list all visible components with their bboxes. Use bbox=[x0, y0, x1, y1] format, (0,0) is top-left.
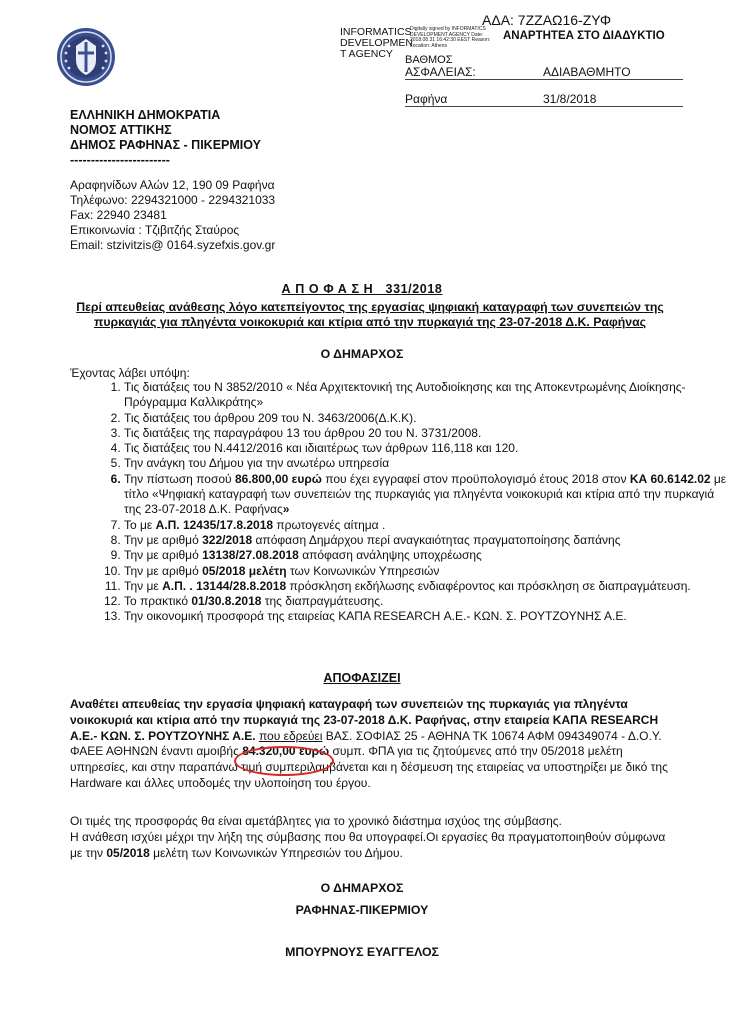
contact-phone: Τηλέφωνο: 2294321000 - 2294321033 bbox=[70, 193, 276, 207]
signature-municipality: ΡΑΦΗΝΑΣ-ΠΙΚΕΡΜΙΟΥ bbox=[295, 903, 429, 917]
place-date-row bbox=[405, 80, 683, 107]
list-item: 4. Τις διατάξεις του Ν.4412/2016 και ιδιαιτέρως των άρθρων 116,118 και 120. bbox=[124, 441, 729, 456]
list-item: 1. Τις διατάξεις του Ν 3852/2010 « Νέα Αρχιτεκτονική της Αυτοδιοίκησης και της Αποκεντρωμένης Διοίκησης- Πρόγραμμα Καλλικράτης» bbox=[124, 380, 729, 411]
issuer-separator: ------------------------ bbox=[70, 153, 170, 167]
list-item: 8. Την με αριθμό 322/2018 απόφαση Δημάρχου περί αναγκαιότητας πραγματοποίησης δαπάνης bbox=[124, 533, 729, 548]
signature-name: ΜΠΟΥΡΝΟΥΣ ΕΥΑΓΓΕΛΟΣ bbox=[285, 945, 439, 959]
list-item: 11. Την με Α.Π. . 13144/28.8.2018 πρόσκληση εκδήλωσης ενδιαφέροντος και πρόσκληση σε διαπραγμάτευση. bbox=[124, 579, 729, 594]
amount-highlight-oval bbox=[234, 746, 334, 776]
contact-fax: Fax: 22940 23481 bbox=[70, 208, 167, 222]
ada-code: ΑΔΑ: 7ΖΖΑΩ16-ΖΥΦ bbox=[482, 12, 612, 28]
issuer-line-3: ΔΗΜΟΣ ΡΑΦΗΝΑΣ - ΠΙΚΕΡΜΙΟΥ bbox=[70, 138, 261, 152]
contact-block bbox=[70, 178, 275, 253]
list-item: 6. Την πίστωση ποσού 86.800,00 ευρώ που έχει εγγραφεί στον προϋπολογισμό έτους 2018 στον ΚΑ 60.6142.02 με τίτλο «Ψηφιακή καταγραφή των συνεπειών της πυρκαγιάς για πληγέντα νοικοκυριά και κτίρια από την πυρκαγιά της 23-07-2018 Δ.Κ. Ραφήνας» bbox=[124, 472, 729, 518]
list-item: 5. Την ανάγκη του Δήμου για την ανωτέρω υπηρεσία bbox=[124, 456, 729, 471]
digital-signer-name: INFORMATICS DEVELOPMEN T AGENCY bbox=[340, 26, 413, 60]
issuer-block bbox=[70, 108, 261, 168]
considerations-intro: Έχοντας λάβει υπόψη: bbox=[70, 366, 190, 380]
date: 31/8/2018 bbox=[543, 92, 597, 106]
security-row bbox=[405, 55, 683, 80]
place: Ραφήνα bbox=[405, 92, 448, 106]
security-table bbox=[405, 55, 683, 107]
posting-notice: ΑΝΑΡΤΗΤΕΑ ΣΤΟ ΔΙΑΔΥΚΤΙΟ bbox=[503, 30, 665, 42]
signature-title: Ο ΔΗΜΑΡΧΟΣ bbox=[320, 881, 404, 895]
digital-signature-details: Digitally signed by INFORMATICS DEVELOPMENT AGENCY Date: 2018.08.31 16:42:30 EEST Reason: Location: Athens bbox=[410, 26, 491, 49]
list-item: 9. Την με αριθμό 13138/27.08.2018 απόφαση ανάληψης υποχρέωσης bbox=[124, 548, 729, 563]
issuer-line-2: ΝΟΜΟΣ ΑΤΤΙΚΗΣ bbox=[70, 123, 172, 137]
validity-line-1: Οι τιμές της προσφοράς θα είναι αμετάβλητες για το χρονικό διάστημα ισχύος της σύμβασης. bbox=[70, 814, 562, 828]
list-item: 7. Το με Α.Π. 12435/17.8.2018 πρωτογενές αίτημα . bbox=[124, 518, 729, 533]
decides-heading: ΑΠΟΦΑΣΙΖΕΙ bbox=[323, 671, 401, 685]
contact-person: Επικοινωνία : Τζιβιτζής Σταύρος bbox=[70, 223, 240, 237]
validity-line-2: Η ανάθεση ισχύει μέχρι την λήξη της σύμβασης που θα υπογραφεί.Οι εργασίες θα πραγματοποιηθούν σύμφωνα με την 05/2018 μελέτη των Κοινωνικών Υπηρεσιών του Δήμου. bbox=[70, 829, 666, 860]
security-grade-label: ΒΑΘΜΟΣ bbox=[405, 54, 453, 66]
security-value: ΑΔΙΑΒΑΘΜΗΤΟ bbox=[543, 65, 631, 79]
contract-amount: 84.320,00 ευρώ bbox=[242, 744, 330, 759]
decision-title: Α Π Ο Φ Α Σ Η 331/2018 bbox=[281, 282, 443, 296]
list-item: 10. Την με αριθμό 05/2018 μελέτη των Κοινωνικών Υπηρεσιών bbox=[124, 564, 729, 579]
considerations-list bbox=[70, 380, 729, 625]
decision-body: Αναθέτει απευθείας την εργασία ψηφιακή καταγραφή των συνεπειών της πυρκαγιάς για πληγέντα νοικοκυριά και κτίρια από την πυρκαγιά της 23-07-2018 Δ.Κ. Ραφήνας, στην εταιρεία ΚΑΠΑ RESEARCH Α.Ε.- ΚΩΝ. Σ. ΡΟΥΤΖΟΥΝΗΣ Α.Ε. που εδρεύει ΒΑΣ. ΣΟΦΙΑΣ 25 - ΑΘΗΝΑ ΤΚ 10674 ΑΦΜ 094349074 - Δ.Ο.Υ. ΦΑΕΕ ΑΘΗΝΩΝ έναντι αμοιβής 84.320,00 ευρώ συμπ. ΦΠΑ για τις ζητούμενες από την 05/2018 μελέτη υπηρεσίες, και στην παραπάνω τιμή συμπεριλαμβάνεται και η δέσμευση της εταιρείας να υποστηρίξει με δικό της Hardware και άλλες υποδομές την υλοποίηση του έργου. bbox=[70, 697, 668, 790]
greek-emblem-icon bbox=[55, 26, 117, 88]
list-item: 3. Τις διατάξεις της παραγράφου 13 του άρθρου 20 του Ν. 3731/2008. bbox=[124, 426, 729, 441]
issuer-line-1: ΕΛΛΗΝΙΚΗ ΔΗΜΟΚΡΑΤΙΑ bbox=[70, 108, 221, 122]
list-item: 12. Το πρακτικό 01/30.8.2018 της διαπραγμάτευσης. bbox=[124, 594, 729, 609]
security-label: ΑΣΦΑΛΕΙΑΣ: bbox=[405, 65, 476, 79]
contact-email: Email: stzivitzis@ 0164.syzefxis.gov.gr bbox=[70, 238, 276, 252]
decision-subject: Περί απευθείας ανάθεσης λόγο κατεπείγοντος της εργασίας ψηφιακή καταγραφή των συνεπειών της πυρκαγιάς για πληγέντα νοικοκυριά και κτίρια από την πυρκαγιά της 23-07-2018 Δ.Κ. Ραφήνας bbox=[76, 300, 664, 329]
list-item: 13. Την οικονομική προσφορά της εταιρείας ΚΑΠΑ RESEARCH Α.Ε.- ΚΩΝ. Σ. ΡΟΥΤΖΟΥΝΗΣ Α.Ε. bbox=[124, 609, 729, 624]
contact-address: Αραφηνίδων Αλών 12, 190 09 Ραφήνα bbox=[70, 178, 275, 192]
validity-block bbox=[70, 814, 678, 861]
mayor-heading: Ο ΔΗΜΑΡΧΟΣ bbox=[320, 347, 404, 361]
list-item: 2. Τις διατάξεις του άρθρου 209 του Ν. 3463/2006(Δ.Κ.Κ). bbox=[124, 411, 729, 426]
